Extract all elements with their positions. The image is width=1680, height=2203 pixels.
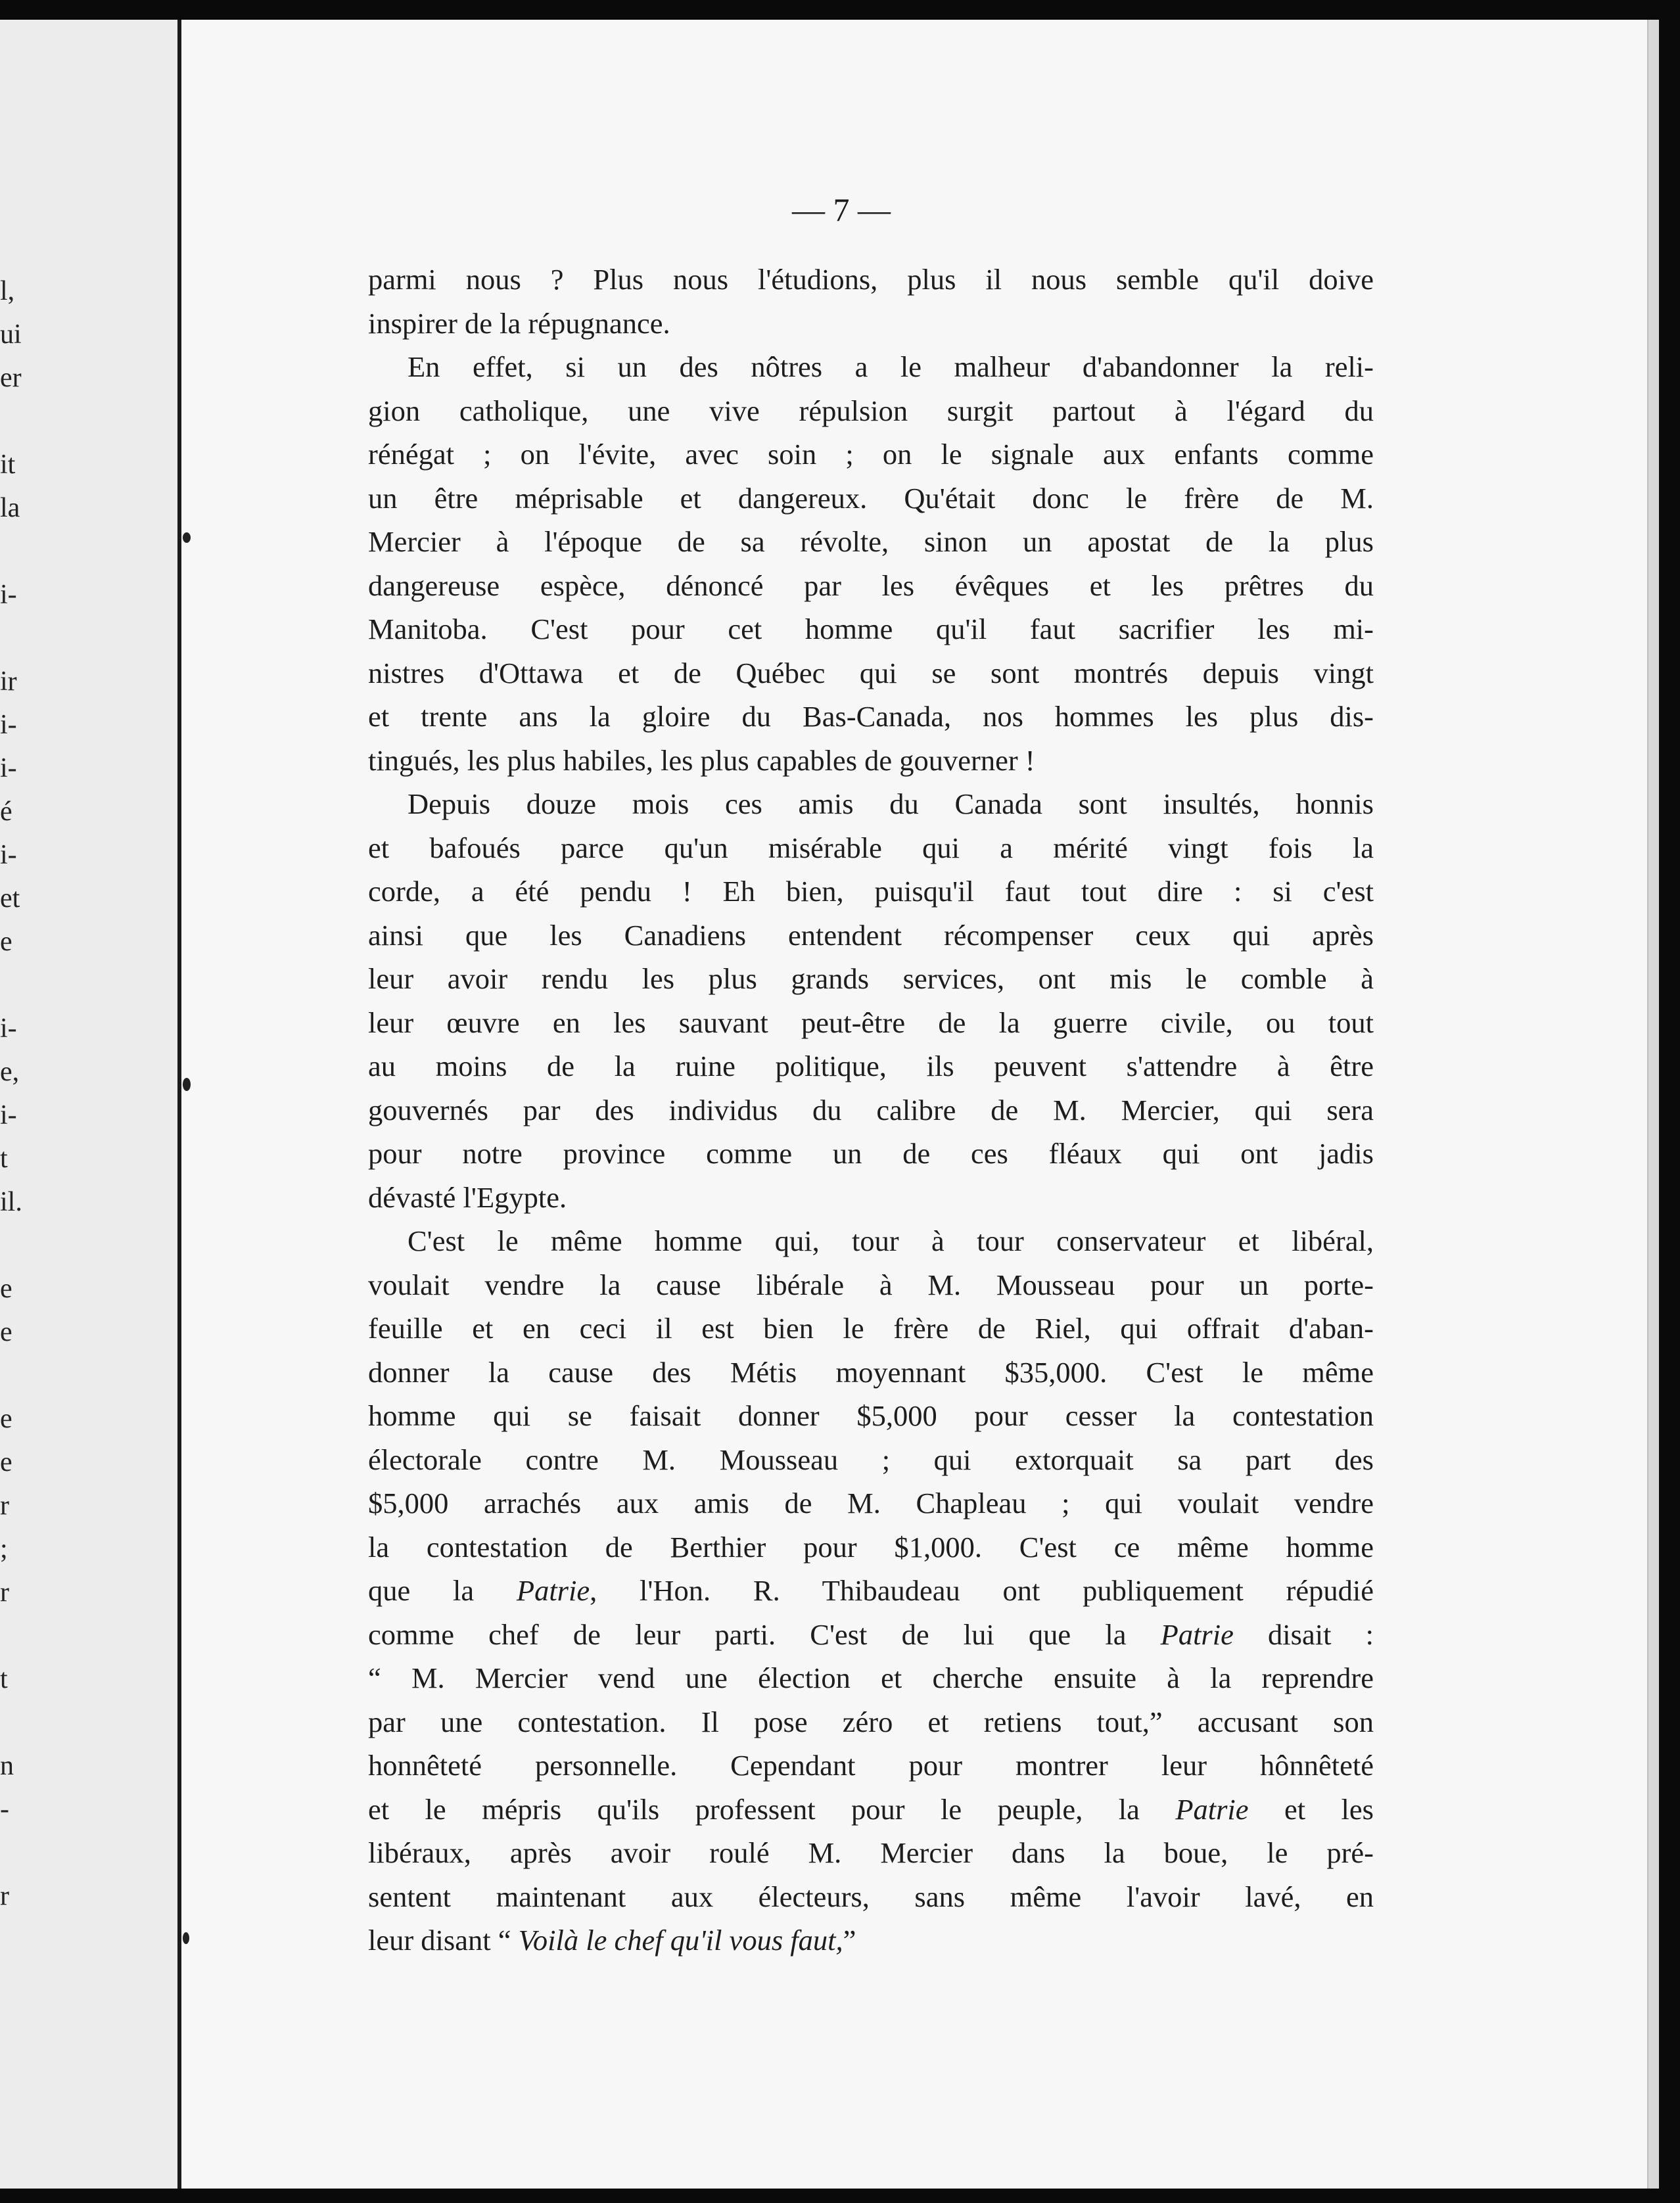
- text-line: rénégat ; on l'évite, avec soin ; on le signale aux enfants comme: [368, 438, 1374, 471]
- left-fragment: [0, 1354, 26, 1397]
- left-fragment: i-: [0, 1100, 17, 1130]
- left-page-text-fragments: [0, 269, 26, 1918]
- left-fragment: [0, 616, 26, 660]
- left-fragment: i-: [0, 753, 17, 783]
- binding-hole-mark: [183, 1932, 189, 1944]
- binding-hole-mark: [183, 532, 191, 543]
- left-fragment: é: [0, 797, 12, 827]
- text-line: ainsi que les Canadiens entendent récompenser ceux qui après: [368, 918, 1374, 952]
- left-fragment: [0, 1701, 26, 1744]
- text-line: sentent maintenant aux électeurs, sans même l'avoir lavé, en: [368, 1880, 1374, 1913]
- text-line: libéraux, après avoir roulé M. Mercier dans la boue, le pré-: [368, 1836, 1374, 1869]
- binding-hole-mark: [183, 1078, 191, 1091]
- left-fragment: i-: [0, 580, 17, 610]
- left-fragment: [0, 530, 26, 573]
- left-fragment: [0, 1831, 26, 1874]
- text-line: la contestation de Berthier pour $1,000. C'est ce même homme: [368, 1530, 1374, 1564]
- body-text: [368, 258, 1374, 1962]
- text-line: Depuis douze mois ces amis du Canada sont insultés, honnis: [408, 787, 1374, 820]
- text-line: dangereuse espèce, dénoncé par les évêques et les prêtres du: [368, 568, 1374, 602]
- text-line: leur avoir rendu les plus grands services, ont mis le comble à: [368, 962, 1374, 995]
- left-fragment: la: [0, 493, 20, 523]
- text-line: leur disant “ Voilà le chef qu'il vous faut,”: [368, 1924, 856, 1957]
- text-line: tingués, les plus habiles, les plus capables de gouverner !: [368, 743, 1035, 777]
- left-fragment: r: [0, 1491, 9, 1521]
- left-fragment: il.: [0, 1187, 22, 1217]
- left-fragment: e: [0, 1404, 12, 1434]
- text-line: Mercier à l'époque de sa révolte, sinon un apostat de la plus: [368, 525, 1374, 558]
- left-fragment: e: [0, 927, 12, 957]
- text-line: corde, a été pendu ! Eh bien, puisqu'il faut tout dire : si c'est: [368, 875, 1374, 908]
- text-line: électorale contre M. Mousseau ; qui extorquait sa part des: [368, 1443, 1374, 1476]
- text-line: C'est le même homme qui, tour à tour conservateur et libéral,: [408, 1224, 1374, 1257]
- left-fragment: it: [0, 450, 16, 480]
- left-fragment: e,: [0, 1057, 20, 1087]
- text-line: pour notre province comme un de ces fléaux qui ont jadis: [368, 1137, 1374, 1170]
- text-line: En effet, si un des nôtres a le malheur d'abandonner la reli-: [408, 350, 1374, 383]
- text-line: honnêteté personnelle. Cependant pour montrer leur hônnêteté: [368, 1749, 1374, 1782]
- left-fragment: t: [0, 1144, 8, 1174]
- left-fragment: e: [0, 1317, 12, 1347]
- text-line: au moins de la ruine politique, ils peuvent s'attendre à être: [368, 1050, 1374, 1082]
- left-fragment: et: [0, 883, 20, 914]
- text-line: et bafoués parce qu'un misérable qui a mérité vingt fois la: [368, 831, 1374, 864]
- left-fragment: -: [0, 1794, 9, 1824]
- text-line: que la Patrie, l'Hon. R. Thibaudeau ont publiquement répudié: [368, 1574, 1374, 1607]
- text-line: gion catholique, une vive répulsion surgit partout à l'égard du: [368, 394, 1374, 427]
- text-line: homme qui se faisait donner $5,000 pour cesser la contestation: [368, 1399, 1374, 1432]
- text-line: gouvernés par des individus du calibre de M. Mercier, qui sera: [368, 1093, 1374, 1126]
- left-fragment: l,: [0, 276, 15, 306]
- text-line: voulait vendre la cause libérale à M. Mousseau pour un porte-: [368, 1268, 1374, 1301]
- text-line: Manitoba. C'est pour cet homme qu'il faut sacrifier les mi-: [368, 613, 1374, 645]
- left-fragment: ir: [0, 666, 17, 697]
- left-fragment: i-: [0, 1013, 17, 1044]
- text-line: feuille et en ceci il est bien le frère de Riel, qui offrait d'aban-: [368, 1312, 1374, 1345]
- left-fragment: i-: [0, 840, 17, 870]
- text-line: un être méprisable et dangereux. Qu'était donc le frère de M.: [368, 481, 1374, 515]
- text-line: par une contestation. Il pose zéro et retiens tout,” accusant son: [368, 1705, 1374, 1738]
- text-line: et le mépris qu'ils professent pour le peuple, la Patrie et les: [368, 1792, 1374, 1826]
- left-fragment: [0, 963, 26, 1007]
- text-line: $5,000 arrachés aux amis de M. Chapleau ; qui voulait vendre: [368, 1487, 1374, 1519]
- left-fragment: r: [0, 1577, 9, 1608]
- text-line: dévasté l'Egypte.: [368, 1180, 567, 1214]
- left-fragment: e: [0, 1274, 12, 1304]
- left-fragment: i-: [0, 710, 17, 740]
- page-number: — 7 —: [792, 191, 891, 228]
- text-line: parmi nous ? Plus nous l'étudions, plus il nous semble qu'il doive: [368, 263, 1374, 296]
- left-fragment: r: [0, 1881, 9, 1911]
- left-page-edge: [0, 20, 181, 2189]
- right-page-edge: [1647, 20, 1659, 2189]
- text-line: inspirer de la répugnance.: [368, 306, 670, 340]
- text-line: leur œuvre en les sauvant peut-être de la guerre civile, ou tout: [368, 1006, 1374, 1039]
- left-fragment: ;: [0, 1534, 8, 1564]
- left-fragment: e: [0, 1447, 12, 1477]
- text-line: “ M. Mercier vend une élection et cherche ensuite à la reprendre: [368, 1661, 1374, 1694]
- text-line: nistres d'Ottawa et de Québec qui se sont montrés depuis vingt: [368, 656, 1374, 689]
- left-fragment: [0, 1224, 26, 1267]
- left-fragment: [0, 1614, 26, 1658]
- text-line: et trente ans la gloire du Bas-Canada, nos hommes les plus dis-: [368, 700, 1374, 733]
- left-fragment: t: [0, 1664, 8, 1694]
- left-fragment: n: [0, 1751, 14, 1781]
- text-line: comme chef de leur parti. C'est de lui que la Patrie disait :: [368, 1617, 1374, 1651]
- left-fragment: [0, 400, 26, 443]
- text-line: donner la cause des Métis moyennant $35,000. C'est le même: [368, 1355, 1374, 1389]
- left-fragment: er: [0, 363, 22, 393]
- left-fragment: ui: [0, 319, 22, 350]
